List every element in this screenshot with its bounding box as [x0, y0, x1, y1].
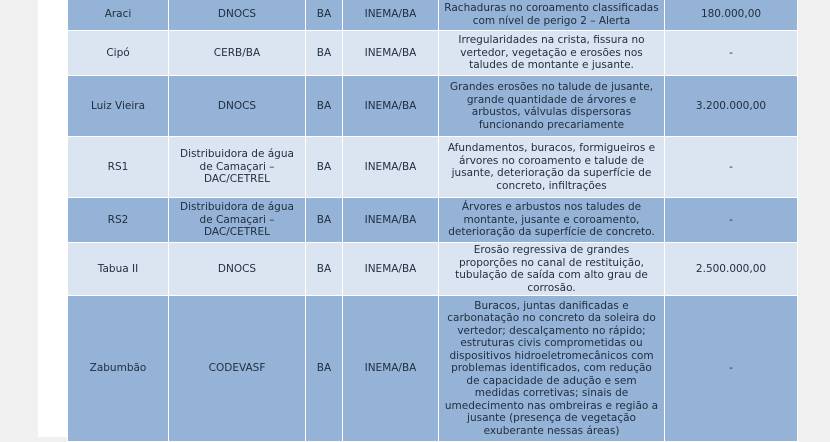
entity-cell: Distribuidora de água de Camaçari – DAC/CETREL	[169, 198, 306, 243]
inspector-cell: INEMA/BA	[343, 0, 439, 31]
table-row	[68, 243, 798, 296]
table-row	[68, 137, 798, 198]
dams-table	[67, 0, 798, 442]
inspector-cell: INEMA/BA	[343, 76, 439, 137]
inspector-cell: INEMA/BA	[343, 137, 439, 198]
dam-name-cell: Tabua II	[68, 243, 169, 296]
entity-cell: Distribuidora de água de Camaçari – DAC/CETREL	[169, 137, 306, 198]
state-cell: BA	[306, 137, 343, 198]
table-row	[68, 76, 798, 137]
entity-cell: DNOCS	[169, 76, 306, 137]
dam-name-cell: Zabumbão	[68, 296, 169, 442]
cost-cell: 180.000,00	[665, 0, 798, 31]
cost-cell: -	[665, 198, 798, 243]
state-cell: BA	[306, 296, 343, 442]
issues-cell: Afundamentos, buracos, formigueiros e árvores no coroamento e talude de jusante, deterioração da superfície de concreto, infiltrações	[439, 137, 665, 198]
entity-cell: CERB/BA	[169, 31, 306, 76]
inspector-cell: INEMA/BA	[343, 243, 439, 296]
dam-name-cell: RS2	[68, 198, 169, 243]
state-cell: BA	[306, 31, 343, 76]
inspector-cell: INEMA/BA	[343, 198, 439, 243]
issues-cell: Árvores e arbustos nos taludes de montante, jusante e coroamento, deterioração da superfície de concreto.	[439, 198, 665, 243]
table-row	[68, 31, 798, 76]
cost-cell: 2.500.000,00	[665, 243, 798, 296]
dam-name-cell: Cipó	[68, 31, 169, 76]
entity-cell: DNOCS	[169, 243, 306, 296]
dam-name-cell: Luiz Vieira	[68, 76, 169, 137]
entity-cell: DNOCS	[169, 0, 306, 31]
document-page	[38, 0, 796, 437]
dam-name-cell: RS1	[68, 137, 169, 198]
table-row	[68, 0, 798, 31]
cost-cell: -	[665, 31, 798, 76]
issues-cell: Rachaduras no coroamento classificadas com nível de perigo 2 – Alerta	[439, 0, 665, 31]
issues-cell: Grandes erosões no talude de jusante, grande quantidade de árvores e arbustos, válvulas dispersoras funcionando precariamente	[439, 76, 665, 137]
inspector-cell: INEMA/BA	[343, 296, 439, 442]
dam-name-cell: Araci	[68, 0, 169, 31]
issues-cell: Buracos, juntas danificadas e carbonatação no concreto da soleira do vertedor; descalçamento no rápido; estruturas civis comprometidas ou dispositivos hidroeletromecânicos com problemas identificados, com redução de capacidade de adução e sem medidas corretivas; sinais de umedecimento nas ombreiras e região a jusante (presença de vegetação exuberante nessas áreas)	[439, 296, 665, 442]
inspector-cell: INEMA/BA	[343, 31, 439, 76]
issues-cell: Irregularidades na crista, fissura no vertedor, vegetação e erosões nos taludes de montante e jusante.	[439, 31, 665, 76]
entity-cell: CODEVASF	[169, 296, 306, 442]
state-cell: BA	[306, 198, 343, 243]
issues-cell: Erosão regressiva de grandes proporções no canal de restituição, tubulação de saída com alto grau de corrosão.	[439, 243, 665, 296]
state-cell: BA	[306, 243, 343, 296]
table-row	[68, 296, 798, 442]
cost-cell: -	[665, 296, 798, 442]
cost-cell: 3.200.000,00	[665, 76, 798, 137]
cost-cell: -	[665, 137, 798, 198]
table-row	[68, 198, 798, 243]
state-cell: BA	[306, 76, 343, 137]
state-cell: BA	[306, 0, 343, 31]
